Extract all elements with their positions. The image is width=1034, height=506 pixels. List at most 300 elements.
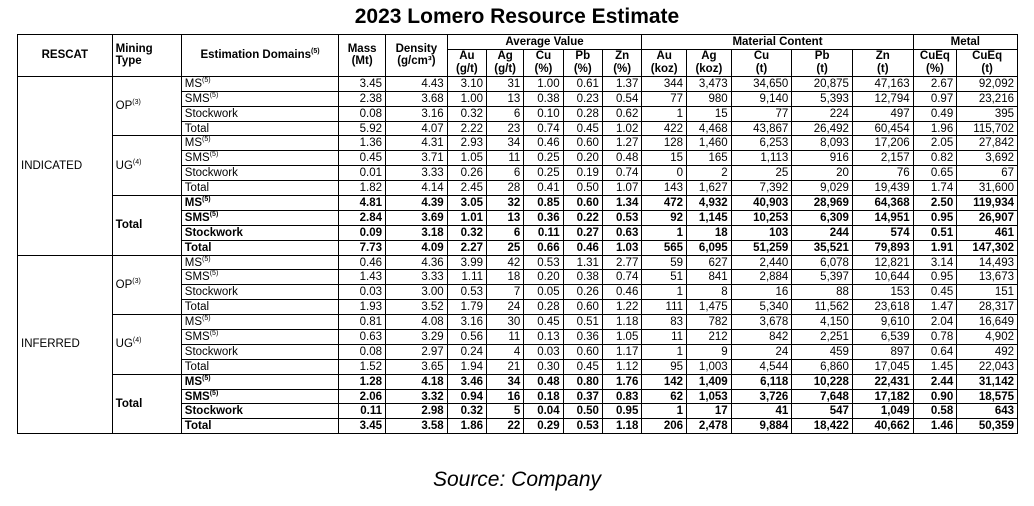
value-cell: 0.05: [524, 285, 563, 300]
value-cell: 1: [642, 106, 687, 121]
domain-cell: [181, 374, 338, 389]
value-cell: 1: [642, 285, 687, 300]
value-cell: 244: [792, 225, 853, 240]
header-col-unit: (koz): [695, 62, 723, 75]
table-row: [18, 315, 1018, 330]
value-cell: 0.22: [563, 210, 602, 225]
value-cell: 0.27: [563, 225, 602, 240]
value-cell: 13: [487, 210, 524, 225]
value-cell: 2,884: [731, 270, 792, 285]
value-cell: 15: [687, 106, 732, 121]
value-cell: 4.09: [386, 240, 448, 255]
value-cell: 10,228: [792, 374, 853, 389]
value-cell: 60,454: [852, 121, 913, 136]
header-col-name: Au: [656, 49, 672, 62]
domain-label: Stockwork: [184, 226, 243, 239]
value-cell: 41: [731, 404, 792, 419]
value-cell: 26,492: [792, 121, 853, 136]
domain-label: SMS: [184, 211, 210, 224]
value-cell: 0.45: [563, 359, 602, 374]
value-cell: 0.04: [524, 404, 563, 419]
value-cell: 1,113: [731, 151, 792, 166]
value-cell: 3.10: [447, 76, 486, 91]
table-body: [18, 76, 1018, 433]
value-cell: 14,951: [852, 210, 913, 225]
mining-type-label: Total: [115, 219, 143, 232]
value-cell: 2.05: [913, 136, 957, 151]
source-caption: Source: Company: [432, 468, 602, 491]
table-row: [18, 255, 1018, 270]
domain-cell: [181, 106, 338, 121]
value-cell: 3.32: [386, 389, 448, 404]
value-cell: 2.22: [447, 121, 486, 136]
domain-label: MS: [184, 137, 203, 150]
domain-label: SMS: [184, 152, 210, 165]
value-cell: 3.46: [447, 374, 486, 389]
value-cell: 0.50: [563, 181, 602, 196]
value-cell: 6,118: [731, 374, 792, 389]
value-cell: 3,692: [957, 151, 1018, 166]
value-cell: 0.60: [563, 300, 602, 315]
value-cell: 1: [642, 225, 687, 240]
value-cell: 916: [792, 151, 853, 166]
domain-cell: [181, 136, 338, 151]
value-cell: 67: [957, 166, 1018, 181]
value-cell: 0.83: [602, 389, 641, 404]
value-cell: 2,440: [731, 255, 792, 270]
rescat-cell: INFERRED: [18, 255, 113, 434]
value-cell: 16: [487, 389, 524, 404]
footnote-ref: (5): [209, 329, 219, 337]
value-cell: 1,409: [687, 374, 732, 389]
value-cell: 19,439: [852, 181, 913, 196]
value-cell: 1.46: [913, 419, 957, 434]
footnote-ref: (5): [209, 91, 219, 99]
value-cell: 1.12: [602, 359, 641, 374]
mining-type-cell: [112, 315, 181, 375]
value-cell: 0.26: [563, 285, 602, 300]
value-cell: 1,049: [852, 404, 913, 419]
value-cell: 0.32: [447, 404, 486, 419]
value-cell: 3.16: [386, 106, 448, 121]
value-cell: 3.58: [386, 419, 448, 434]
value-cell: 3,726: [731, 389, 792, 404]
value-cell: 0.95: [913, 210, 957, 225]
value-cell: 151: [957, 285, 1018, 300]
value-cell: 4.18: [386, 374, 448, 389]
value-cell: 461: [957, 225, 1018, 240]
value-cell: 11: [487, 330, 524, 345]
value-cell: 77: [642, 91, 687, 106]
value-cell: 18: [487, 270, 524, 285]
domain-label: MS: [184, 316, 203, 329]
footnote-ref: (5): [209, 389, 219, 397]
header-col-name: Au: [459, 49, 475, 62]
value-cell: 0.25: [524, 166, 563, 181]
domain-label: Stockwork: [184, 286, 238, 299]
header-estimation-domains: [181, 35, 338, 77]
domain-cell: [181, 240, 338, 255]
value-cell: 119,934: [957, 196, 1018, 211]
domain-cell: [181, 151, 338, 166]
value-cell: 1.43: [339, 270, 386, 285]
value-cell: 3,473: [687, 76, 732, 91]
table-row: [18, 136, 1018, 151]
domain-label: Total: [184, 241, 212, 254]
value-cell: 8,093: [792, 136, 853, 151]
mining-type-cell: [112, 255, 181, 315]
value-cell: 25: [731, 166, 792, 181]
value-cell: 111: [642, 300, 687, 315]
value-cell: 1,053: [687, 389, 732, 404]
value-cell: 24: [731, 344, 792, 359]
header-col-unit: (%): [613, 62, 632, 75]
value-cell: 51,259: [731, 240, 792, 255]
value-cell: 1.36: [339, 136, 386, 151]
value-cell: 3.00: [386, 285, 448, 300]
value-cell: 0.45: [524, 315, 563, 330]
value-cell: 0.37: [563, 389, 602, 404]
value-cell: 6,309: [792, 210, 853, 225]
value-cell: 1.01: [447, 210, 486, 225]
domain-label: Total: [184, 420, 212, 433]
domain-cell: [181, 196, 338, 211]
value-cell: 1.05: [447, 151, 486, 166]
header-col-unit: (%): [534, 62, 553, 75]
value-cell: 0.18: [524, 389, 563, 404]
value-cell: 472: [642, 196, 687, 211]
value-cell: 1.11: [447, 270, 486, 285]
value-cell: 7,648: [792, 389, 853, 404]
value-cell: 841: [687, 270, 732, 285]
value-cell: 3.14: [913, 255, 957, 270]
header-col-unit: (%): [573, 62, 592, 75]
value-cell: 51: [642, 270, 687, 285]
value-cell: 3.69: [386, 210, 448, 225]
domain-label: Stockwork: [184, 345, 238, 358]
value-cell: 2,251: [792, 330, 853, 345]
domain-label: SMS: [184, 390, 210, 403]
value-cell: 2.97: [386, 344, 448, 359]
value-cell: 1.27: [602, 136, 641, 151]
value-cell: 13,673: [957, 270, 1018, 285]
header-col-unit: (koz): [650, 62, 678, 75]
value-cell: 0.30: [524, 359, 563, 374]
value-cell: 1.37: [602, 76, 641, 91]
value-cell: 0.13: [524, 330, 563, 345]
header-col-name: Ag: [701, 49, 717, 62]
value-cell: 5: [487, 404, 524, 419]
value-cell: 27,842: [957, 136, 1018, 151]
value-cell: 22,043: [957, 359, 1018, 374]
value-cell: 6,539: [852, 330, 913, 345]
value-cell: 0.03: [339, 285, 386, 300]
header-mass: Mass (Mt): [339, 35, 386, 77]
value-cell: 4.14: [386, 181, 448, 196]
domain-label: Total: [184, 360, 210, 373]
mining-type-label: UG: [115, 338, 133, 351]
value-cell: 3.71: [386, 151, 448, 166]
header-col-unit: (t): [981, 62, 993, 75]
value-cell: 395: [957, 106, 1018, 121]
value-cell: 2.45: [447, 181, 486, 196]
mining-type-cell: [112, 136, 181, 196]
value-cell: 0.66: [524, 240, 563, 255]
value-cell: 1,627: [687, 181, 732, 196]
value-cell: 43,867: [731, 121, 792, 136]
value-cell: 1.31: [563, 255, 602, 270]
value-cell: 2: [687, 166, 732, 181]
value-cell: 0.46: [524, 136, 563, 151]
domain-cell: [181, 419, 338, 434]
value-cell: 0.74: [602, 166, 641, 181]
value-cell: 492: [957, 344, 1018, 359]
value-cell: 31,600: [957, 181, 1018, 196]
value-cell: 7.73: [339, 240, 386, 255]
value-cell: 64,368: [852, 196, 913, 211]
value-cell: 0.45: [563, 121, 602, 136]
header-col-unit: (%): [925, 62, 944, 75]
footnote-ref: (4): [132, 158, 142, 166]
value-cell: 14,493: [957, 255, 1018, 270]
footnote-ref: (5): [209, 151, 219, 159]
value-cell: 0.53: [602, 210, 641, 225]
mining-type-label: OP: [115, 278, 133, 291]
value-cell: 0.03: [524, 344, 563, 359]
value-cell: 0.32: [447, 225, 486, 240]
value-cell: 1.82: [339, 181, 386, 196]
value-cell: 1,475: [687, 300, 732, 315]
header-average-value: Average Value: [447, 35, 642, 50]
value-cell: 0.32: [447, 106, 486, 121]
value-cell: 1.79: [447, 300, 486, 315]
header-col-unit: (g/t): [456, 62, 478, 75]
value-cell: 92: [642, 210, 687, 225]
value-cell: 0.45: [913, 285, 957, 300]
value-cell: 0.46: [602, 285, 641, 300]
header-col-name: Cu: [753, 49, 770, 62]
value-cell: 0.28: [524, 300, 563, 315]
value-cell: 1.34: [602, 196, 641, 211]
value-cell: 0.41: [524, 181, 563, 196]
value-cell: 497: [852, 106, 913, 121]
value-cell: 1.17: [602, 344, 641, 359]
value-cell: 5,397: [792, 270, 853, 285]
value-cell: 23: [487, 121, 524, 136]
header-col-8: [792, 49, 853, 76]
footnote-ref: (5): [202, 315, 211, 323]
value-cell: 26,907: [957, 210, 1018, 225]
value-cell: 20: [792, 166, 853, 181]
value-cell: 165: [687, 151, 732, 166]
value-cell: 2.67: [913, 76, 957, 91]
value-cell: 17,206: [852, 136, 913, 151]
value-cell: 31: [487, 76, 524, 91]
header-col-name: Ag: [497, 49, 513, 62]
value-cell: 79,893: [852, 240, 913, 255]
value-cell: 1.18: [602, 315, 641, 330]
value-cell: 1.45: [913, 359, 957, 374]
header-col-0: [447, 49, 486, 76]
value-cell: 1,460: [687, 136, 732, 151]
value-cell: 1.28: [339, 374, 386, 389]
footnote-ref: (5): [202, 76, 211, 84]
header-col-3: [563, 49, 602, 76]
value-cell: 0.97: [913, 91, 957, 106]
value-cell: 0.08: [339, 344, 386, 359]
header-density: Density (g/cm³): [386, 35, 448, 77]
value-cell: 1.03: [602, 240, 641, 255]
value-cell: 6: [487, 225, 524, 240]
header-col-name: CuEq: [972, 49, 1003, 62]
value-cell: 147,302: [957, 240, 1018, 255]
value-cell: 574: [852, 225, 913, 240]
mining-type-cell: [112, 196, 181, 256]
value-cell: 0.60: [563, 196, 602, 211]
value-cell: 0.46: [563, 240, 602, 255]
domain-label: SMS: [184, 330, 210, 343]
value-cell: 34,650: [731, 76, 792, 91]
value-cell: 0.48: [602, 151, 641, 166]
value-cell: 7: [487, 285, 524, 300]
value-cell: 6: [487, 106, 524, 121]
value-cell: 1.94: [447, 359, 486, 374]
footnote-ref: (5): [209, 210, 219, 218]
value-cell: 34: [487, 136, 524, 151]
header-estimation-domains-label: Estimation Domains: [200, 49, 311, 62]
value-cell: 15: [642, 151, 687, 166]
value-cell: 3.68: [386, 91, 448, 106]
value-cell: 0.65: [913, 166, 957, 181]
footnote-ref: (3): [132, 277, 141, 285]
value-cell: 4.07: [386, 121, 448, 136]
value-cell: 25: [487, 240, 524, 255]
resource-table: [17, 34, 1018, 434]
value-cell: 1: [642, 404, 687, 419]
value-cell: 28,317: [957, 300, 1018, 315]
header-col-1: [487, 49, 524, 76]
header-col-unit: (g/t): [494, 62, 517, 75]
value-cell: 153: [852, 285, 913, 300]
value-cell: 28: [487, 181, 524, 196]
domain-cell: [181, 166, 338, 181]
value-cell: 0.95: [913, 270, 957, 285]
value-cell: 6,078: [792, 255, 853, 270]
domain-label: SMS: [184, 271, 210, 284]
value-cell: 16: [731, 285, 792, 300]
value-cell: 128: [642, 136, 687, 151]
value-cell: 0.26: [447, 166, 486, 181]
domain-cell: [181, 315, 338, 330]
value-cell: 0.23: [563, 91, 602, 106]
value-cell: 47,163: [852, 76, 913, 91]
value-cell: 0.54: [602, 91, 641, 106]
value-cell: 0.10: [524, 106, 563, 121]
value-cell: 0.64: [913, 344, 957, 359]
value-cell: 0.74: [524, 121, 563, 136]
value-cell: 0.51: [563, 315, 602, 330]
value-cell: 17: [687, 404, 732, 419]
value-cell: 2.93: [447, 136, 486, 151]
value-cell: 0.38: [524, 91, 563, 106]
value-cell: 4.08: [386, 315, 448, 330]
value-cell: 18,575: [957, 389, 1018, 404]
value-cell: 0.81: [339, 315, 386, 330]
value-cell: 3.16: [447, 315, 486, 330]
value-cell: 6: [487, 166, 524, 181]
header-col-10: [913, 49, 957, 76]
value-cell: 103: [731, 225, 792, 240]
domain-label: MS: [184, 256, 203, 269]
value-cell: 422: [642, 121, 687, 136]
value-cell: 565: [642, 240, 687, 255]
value-cell: 2.38: [339, 91, 386, 106]
value-cell: 7,392: [731, 181, 792, 196]
value-cell: 20,875: [792, 76, 853, 91]
mining-type-cell: [112, 76, 181, 136]
domain-cell: [181, 404, 338, 419]
value-cell: 0.61: [563, 76, 602, 91]
value-cell: 4.81: [339, 196, 386, 211]
value-cell: 4.43: [386, 76, 448, 91]
header-col-name: CuEq: [919, 49, 950, 62]
domain-cell: [181, 285, 338, 300]
value-cell: 0.63: [602, 225, 641, 240]
value-cell: 77: [731, 106, 792, 121]
value-cell: 3.99: [447, 255, 486, 270]
value-cell: 0.49: [913, 106, 957, 121]
value-cell: 1.00: [447, 91, 486, 106]
value-cell: 5,340: [731, 300, 792, 315]
value-cell: 9,884: [731, 419, 792, 434]
value-cell: 0.53: [563, 419, 602, 434]
domain-cell: [181, 255, 338, 270]
value-cell: 4,902: [957, 330, 1018, 345]
domain-label: Stockwork: [184, 107, 238, 120]
value-cell: 4,150: [792, 315, 853, 330]
value-cell: 95: [642, 359, 687, 374]
value-cell: 28,969: [792, 196, 853, 211]
value-cell: 9,029: [792, 181, 853, 196]
value-cell: 0.20: [563, 151, 602, 166]
value-cell: 1,145: [687, 210, 732, 225]
domain-cell: [181, 76, 338, 91]
mining-type-label: UG: [115, 159, 133, 172]
value-cell: 0.80: [563, 374, 602, 389]
value-cell: 115,702: [957, 121, 1018, 136]
value-cell: 212: [687, 330, 732, 345]
value-cell: 1.74: [913, 181, 957, 196]
value-cell: 1.18: [602, 419, 641, 434]
value-cell: 23,216: [957, 91, 1018, 106]
value-cell: 0: [642, 166, 687, 181]
value-cell: 0.85: [524, 196, 563, 211]
domain-cell: [181, 270, 338, 285]
value-cell: 76: [852, 166, 913, 181]
value-cell: 1.93: [339, 300, 386, 315]
value-cell: 224: [792, 106, 853, 121]
value-cell: 12,794: [852, 91, 913, 106]
value-cell: 459: [792, 344, 853, 359]
value-cell: 3.65: [386, 359, 448, 374]
value-cell: 0.94: [447, 389, 486, 404]
header-col-unit: (t): [877, 62, 889, 75]
header-mining-type: Mining Type: [112, 35, 181, 77]
value-cell: 1,003: [687, 359, 732, 374]
value-cell: 22: [487, 419, 524, 434]
footnote-ref: (5): [311, 48, 320, 56]
value-cell: 2,157: [852, 151, 913, 166]
